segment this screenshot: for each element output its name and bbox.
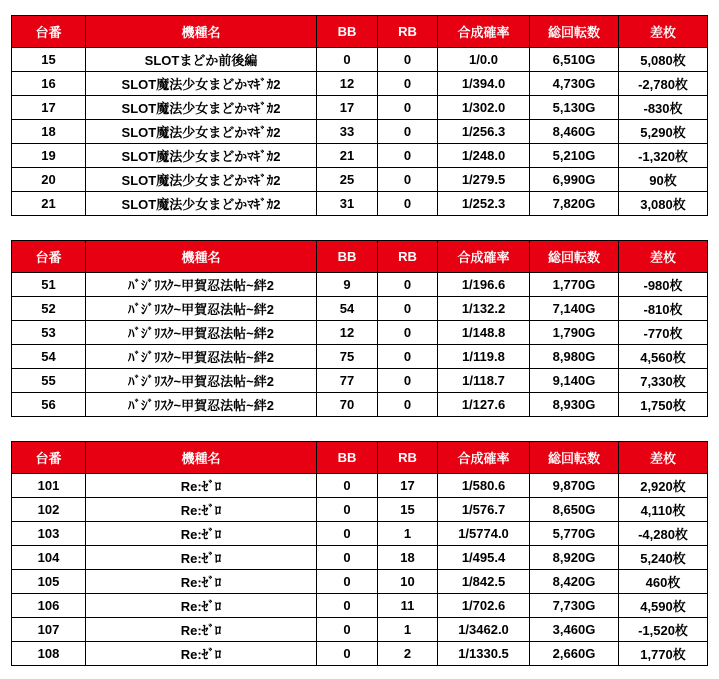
machine-name-cell: SLOT魔法少女まどかﾏｷﾞｶ2 bbox=[86, 168, 317, 192]
bb-count-cell: 0 bbox=[317, 594, 378, 618]
rb-header: RB bbox=[378, 16, 438, 48]
total-spins-cell: 7,730G bbox=[530, 594, 619, 618]
slot-table-rezero bbox=[11, 441, 708, 666]
coin-difference-header: 差枚 bbox=[619, 241, 708, 273]
combined-probability-cell: 1/842.5 bbox=[438, 570, 530, 594]
table-row bbox=[12, 570, 708, 594]
machine-number-cell: 53 bbox=[12, 321, 86, 345]
machine-name-header: 機種名 bbox=[86, 241, 317, 273]
machine-name-cell: SLOT魔法少女まどかﾏｷﾞｶ2 bbox=[86, 72, 317, 96]
coin-difference-cell: 5,290枚 bbox=[619, 120, 708, 144]
coin-difference-cell: 5,240枚 bbox=[619, 546, 708, 570]
machine-name-cell: SLOT魔法少女まどかﾏｷﾞｶ2 bbox=[86, 96, 317, 120]
machine-number-header: 台番 bbox=[12, 442, 86, 474]
coin-difference-cell: -810枚 bbox=[619, 297, 708, 321]
machine-number-cell: 54 bbox=[12, 345, 86, 369]
combined-probability-cell: 1/576.7 bbox=[438, 498, 530, 522]
slot-table-basilisk bbox=[11, 240, 708, 417]
coin-difference-cell: 90枚 bbox=[619, 168, 708, 192]
machine-name-cell: Re:ｾﾞﾛ bbox=[86, 474, 317, 498]
rb-count-cell: 0 bbox=[378, 321, 438, 345]
coin-difference-cell: -830枚 bbox=[619, 96, 708, 120]
machine-number-cell: 52 bbox=[12, 297, 86, 321]
bb-count-cell: 25 bbox=[317, 168, 378, 192]
rb-count-cell: 1 bbox=[378, 618, 438, 642]
machine-name-cell: Re:ｾﾞﾛ bbox=[86, 522, 317, 546]
combined-probability-cell: 1/132.2 bbox=[438, 297, 530, 321]
coin-difference-cell: -770枚 bbox=[619, 321, 708, 345]
machine-name-cell: ﾊﾞｼﾞﾘｽｸ~甲賀忍法帖~絆2 bbox=[86, 321, 317, 345]
coin-difference-cell: 460枚 bbox=[619, 570, 708, 594]
bb-header: BB bbox=[317, 442, 378, 474]
machine-name-header: 機種名 bbox=[86, 16, 317, 48]
total-spins-cell: 2,660G bbox=[530, 642, 619, 666]
table-row bbox=[12, 345, 708, 369]
total-spins-cell: 7,140G bbox=[530, 297, 619, 321]
bb-count-cell: 17 bbox=[317, 96, 378, 120]
coin-difference-header: 差枚 bbox=[619, 442, 708, 474]
bb-count-cell: 54 bbox=[317, 297, 378, 321]
rb-count-cell: 2 bbox=[378, 642, 438, 666]
rb-count-cell: 10 bbox=[378, 570, 438, 594]
coin-difference-cell: 4,590枚 bbox=[619, 594, 708, 618]
combined-probability-cell: 1/252.3 bbox=[438, 192, 530, 216]
bb-count-cell: 21 bbox=[317, 144, 378, 168]
bb-count-cell: 12 bbox=[317, 72, 378, 96]
combined-probability-cell: 1/1330.5 bbox=[438, 642, 530, 666]
table-row bbox=[12, 192, 708, 216]
combined-probability-cell: 1/0.0 bbox=[438, 48, 530, 72]
combined-probability-cell: 1/702.6 bbox=[438, 594, 530, 618]
combined-probability-cell: 1/127.6 bbox=[438, 393, 530, 417]
total-spins-cell: 8,460G bbox=[530, 120, 619, 144]
machine-number-cell: 18 bbox=[12, 120, 86, 144]
coin-difference-cell: 3,080枚 bbox=[619, 192, 708, 216]
machine-number-cell: 51 bbox=[12, 273, 86, 297]
total-spins-header: 総回転数 bbox=[530, 442, 619, 474]
machine-name-cell: Re:ｾﾞﾛ bbox=[86, 618, 317, 642]
machine-number-cell: 55 bbox=[12, 369, 86, 393]
bb-count-cell: 9 bbox=[317, 273, 378, 297]
bb-count-cell: 77 bbox=[317, 369, 378, 393]
table-row bbox=[12, 168, 708, 192]
coin-difference-cell: 1,770枚 bbox=[619, 642, 708, 666]
machine-number-header: 台番 bbox=[12, 16, 86, 48]
total-spins-cell: 5,770G bbox=[530, 522, 619, 546]
machine-name-cell: SLOT魔法少女まどかﾏｷﾞｶ2 bbox=[86, 144, 317, 168]
coin-difference-cell: -2,780枚 bbox=[619, 72, 708, 96]
total-spins-cell: 8,420G bbox=[530, 570, 619, 594]
combined-probability-cell: 1/148.8 bbox=[438, 321, 530, 345]
combined-probability-header: 合成確率 bbox=[438, 241, 530, 273]
total-spins-cell: 9,870G bbox=[530, 474, 619, 498]
combined-probability-cell: 1/5774.0 bbox=[438, 522, 530, 546]
rb-count-cell: 0 bbox=[378, 345, 438, 369]
table-row bbox=[12, 546, 708, 570]
table-row bbox=[12, 618, 708, 642]
table-row bbox=[12, 594, 708, 618]
machine-number-cell: 103 bbox=[12, 522, 86, 546]
machine-name-cell: ﾊﾞｼﾞﾘｽｸ~甲賀忍法帖~絆2 bbox=[86, 393, 317, 417]
bb-header: BB bbox=[317, 16, 378, 48]
combined-probability-cell: 1/302.0 bbox=[438, 96, 530, 120]
coin-difference-cell: -1,520枚 bbox=[619, 618, 708, 642]
total-spins-cell: 4,730G bbox=[530, 72, 619, 96]
coin-difference-cell: 4,110枚 bbox=[619, 498, 708, 522]
total-spins-cell: 8,650G bbox=[530, 498, 619, 522]
rb-header: RB bbox=[378, 241, 438, 273]
rb-count-cell: 0 bbox=[378, 48, 438, 72]
total-spins-cell: 1,790G bbox=[530, 321, 619, 345]
table-row bbox=[12, 96, 708, 120]
combined-probability-cell: 1/495.4 bbox=[438, 546, 530, 570]
total-spins-cell: 9,140G bbox=[530, 369, 619, 393]
header-row bbox=[12, 241, 708, 273]
total-spins-header: 総回転数 bbox=[530, 16, 619, 48]
machine-name-cell: Re:ｾﾞﾛ bbox=[86, 642, 317, 666]
rb-count-cell: 11 bbox=[378, 594, 438, 618]
combined-probability-cell: 1/119.8 bbox=[438, 345, 530, 369]
rb-header: RB bbox=[378, 442, 438, 474]
coin-difference-cell: 2,920枚 bbox=[619, 474, 708, 498]
total-spins-cell: 6,510G bbox=[530, 48, 619, 72]
combined-probability-cell: 1/256.3 bbox=[438, 120, 530, 144]
bb-count-cell: 0 bbox=[317, 474, 378, 498]
table-row bbox=[12, 642, 708, 666]
table-row bbox=[12, 498, 708, 522]
machine-name-cell: SLOTまどか前後編 bbox=[86, 48, 317, 72]
bb-count-cell: 0 bbox=[317, 522, 378, 546]
machine-number-cell: 107 bbox=[12, 618, 86, 642]
total-spins-cell: 8,980G bbox=[530, 345, 619, 369]
table-row bbox=[12, 321, 708, 345]
table-row bbox=[12, 273, 708, 297]
total-spins-cell: 3,460G bbox=[530, 618, 619, 642]
rb-count-cell: 1 bbox=[378, 522, 438, 546]
bb-count-cell: 33 bbox=[317, 120, 378, 144]
combined-probability-cell: 1/580.6 bbox=[438, 474, 530, 498]
table-row bbox=[12, 297, 708, 321]
machine-name-cell: SLOT魔法少女まどかﾏｷﾞｶ2 bbox=[86, 192, 317, 216]
slot-table-madoka bbox=[11, 15, 708, 216]
bb-count-cell: 75 bbox=[317, 345, 378, 369]
total-spins-header: 総回転数 bbox=[530, 241, 619, 273]
rb-count-cell: 15 bbox=[378, 498, 438, 522]
table-row bbox=[12, 144, 708, 168]
rb-count-cell: 0 bbox=[378, 273, 438, 297]
combined-probability-cell: 1/248.0 bbox=[438, 144, 530, 168]
bb-count-cell: 0 bbox=[317, 618, 378, 642]
machine-number-cell: 56 bbox=[12, 393, 86, 417]
machine-number-cell: 102 bbox=[12, 498, 86, 522]
table-row bbox=[12, 522, 708, 546]
rb-count-cell: 18 bbox=[378, 546, 438, 570]
bb-count-cell: 12 bbox=[317, 321, 378, 345]
table-row bbox=[12, 474, 708, 498]
coin-difference-cell: -1,320枚 bbox=[619, 144, 708, 168]
machine-number-cell: 15 bbox=[12, 48, 86, 72]
combined-probability-cell: 1/196.6 bbox=[438, 273, 530, 297]
bb-count-cell: 31 bbox=[317, 192, 378, 216]
combined-probability-cell: 1/394.0 bbox=[438, 72, 530, 96]
machine-name-cell: Re:ｾﾞﾛ bbox=[86, 594, 317, 618]
rb-count-cell: 0 bbox=[378, 144, 438, 168]
machine-name-cell: ﾊﾞｼﾞﾘｽｸ~甲賀忍法帖~絆2 bbox=[86, 297, 317, 321]
machine-name-cell: Re:ｾﾞﾛ bbox=[86, 546, 317, 570]
combined-probability-cell: 1/118.7 bbox=[438, 369, 530, 393]
total-spins-cell: 8,920G bbox=[530, 546, 619, 570]
coin-difference-cell: -4,280枚 bbox=[619, 522, 708, 546]
bb-count-cell: 0 bbox=[317, 48, 378, 72]
table-row bbox=[12, 48, 708, 72]
machine-number-cell: 19 bbox=[12, 144, 86, 168]
machine-name-header: 機種名 bbox=[86, 442, 317, 474]
total-spins-cell: 5,210G bbox=[530, 144, 619, 168]
rb-count-cell: 0 bbox=[378, 72, 438, 96]
machine-number-cell: 105 bbox=[12, 570, 86, 594]
coin-difference-cell: 5,080枚 bbox=[619, 48, 708, 72]
machine-number-header: 台番 bbox=[12, 241, 86, 273]
bb-count-cell: 0 bbox=[317, 642, 378, 666]
machine-number-cell: 106 bbox=[12, 594, 86, 618]
rb-count-cell: 17 bbox=[378, 474, 438, 498]
rb-count-cell: 0 bbox=[378, 120, 438, 144]
rb-count-cell: 0 bbox=[378, 192, 438, 216]
total-spins-cell: 5,130G bbox=[530, 96, 619, 120]
total-spins-cell: 7,820G bbox=[530, 192, 619, 216]
table-row bbox=[12, 369, 708, 393]
machine-name-cell: ﾊﾞｼﾞﾘｽｸ~甲賀忍法帖~絆2 bbox=[86, 369, 317, 393]
rb-count-cell: 0 bbox=[378, 297, 438, 321]
machine-number-cell: 101 bbox=[12, 474, 86, 498]
header-row bbox=[12, 442, 708, 474]
combined-probability-header: 合成確率 bbox=[438, 442, 530, 474]
machine-number-cell: 104 bbox=[12, 546, 86, 570]
rb-count-cell: 0 bbox=[378, 369, 438, 393]
rb-count-cell: 0 bbox=[378, 96, 438, 120]
machine-name-cell: ﾊﾞｼﾞﾘｽｸ~甲賀忍法帖~絆2 bbox=[86, 345, 317, 369]
bb-count-cell: 0 bbox=[317, 498, 378, 522]
machine-name-cell: SLOT魔法少女まどかﾏｷﾞｶ2 bbox=[86, 120, 317, 144]
machine-number-cell: 16 bbox=[12, 72, 86, 96]
table-row bbox=[12, 72, 708, 96]
machine-name-cell: Re:ｾﾞﾛ bbox=[86, 498, 317, 522]
bb-count-cell: 0 bbox=[317, 546, 378, 570]
machine-number-cell: 21 bbox=[12, 192, 86, 216]
machine-number-cell: 17 bbox=[12, 96, 86, 120]
coin-difference-cell: -980枚 bbox=[619, 273, 708, 297]
bb-count-cell: 70 bbox=[317, 393, 378, 417]
machine-name-cell: ﾊﾞｼﾞﾘｽｸ~甲賀忍法帖~絆2 bbox=[86, 273, 317, 297]
bb-count-cell: 0 bbox=[317, 570, 378, 594]
total-spins-cell: 6,990G bbox=[530, 168, 619, 192]
coin-difference-cell: 1,750枚 bbox=[619, 393, 708, 417]
table-row bbox=[12, 120, 708, 144]
table-row bbox=[12, 393, 708, 417]
machine-number-cell: 20 bbox=[12, 168, 86, 192]
coin-difference-cell: 4,560枚 bbox=[619, 345, 708, 369]
combined-probability-cell: 1/3462.0 bbox=[438, 618, 530, 642]
combined-probability-cell: 1/279.5 bbox=[438, 168, 530, 192]
bb-header: BB bbox=[317, 241, 378, 273]
coin-difference-header: 差枚 bbox=[619, 16, 708, 48]
header-row bbox=[12, 16, 708, 48]
total-spins-cell: 1,770G bbox=[530, 273, 619, 297]
coin-difference-cell: 7,330枚 bbox=[619, 369, 708, 393]
combined-probability-header: 合成確率 bbox=[438, 16, 530, 48]
rb-count-cell: 0 bbox=[378, 393, 438, 417]
machine-number-cell: 108 bbox=[12, 642, 86, 666]
total-spins-cell: 8,930G bbox=[530, 393, 619, 417]
rb-count-cell: 0 bbox=[378, 168, 438, 192]
machine-name-cell: Re:ｾﾞﾛ bbox=[86, 570, 317, 594]
